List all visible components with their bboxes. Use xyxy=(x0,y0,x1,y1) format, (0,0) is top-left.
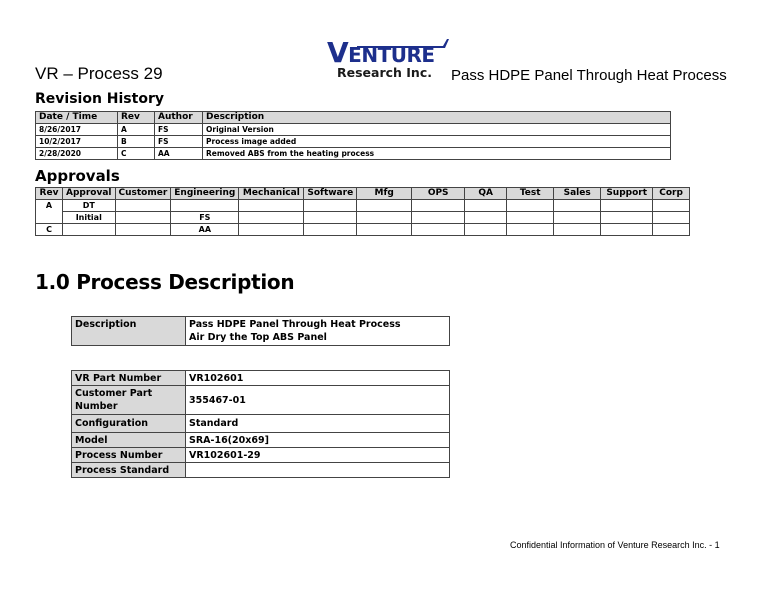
table-row xyxy=(72,415,450,433)
cell-sales xyxy=(554,212,601,224)
cell-approval: Initial xyxy=(63,212,116,224)
column-header: QA xyxy=(465,188,507,200)
column-header: Date / Time xyxy=(36,112,118,124)
field-value: VR102601 xyxy=(186,371,450,386)
cell-software xyxy=(304,212,357,224)
cell-software xyxy=(304,200,357,212)
cell-customer xyxy=(115,212,171,224)
column-header: Software xyxy=(304,188,357,200)
cell-qa xyxy=(465,224,507,236)
table-row xyxy=(72,463,450,478)
column-header: OPS xyxy=(412,188,465,200)
table-row xyxy=(72,371,450,386)
table-row xyxy=(36,148,671,160)
description-table xyxy=(71,316,450,346)
cell-date: 8/26/2017 xyxy=(36,124,118,136)
cell-approval xyxy=(63,224,116,236)
process-description-heading: 1.0 Process Description xyxy=(35,270,295,294)
column-header: Corp xyxy=(653,188,690,200)
cell-customer xyxy=(115,224,171,236)
cell-qa xyxy=(465,212,507,224)
column-header: Customer xyxy=(115,188,171,200)
cell-sales xyxy=(554,200,601,212)
cell-customer xyxy=(115,200,171,212)
cell-corp xyxy=(653,212,690,224)
part-info-table xyxy=(71,370,450,478)
table-row xyxy=(36,212,690,224)
table-row xyxy=(72,433,450,448)
table-header-row xyxy=(36,188,690,200)
description-line: Air Dry the Top ABS Panel xyxy=(189,332,327,343)
cell-mechanical xyxy=(239,224,304,236)
cell-mfg xyxy=(357,224,412,236)
field-value: 355467-01 xyxy=(186,386,450,415)
cell-rev: C xyxy=(36,224,63,236)
table-header-row xyxy=(36,112,671,124)
cell-ops xyxy=(412,200,465,212)
description-value xyxy=(186,317,450,346)
table-row xyxy=(36,200,690,212)
table-row xyxy=(72,386,450,415)
column-header: Mechanical xyxy=(239,188,304,200)
cell-mechanical xyxy=(239,200,304,212)
approvals-table xyxy=(35,187,690,236)
confidential-footer: Confidential Information of Venture Research Inc. - 1 xyxy=(510,540,720,550)
cell-rev: C xyxy=(118,148,155,160)
field-label: Process Number xyxy=(72,448,186,463)
cell-description: Original Version xyxy=(203,124,671,136)
approvals-heading: Approvals xyxy=(35,167,120,185)
cell-engineering: FS xyxy=(171,212,239,224)
cell-test xyxy=(507,224,554,236)
table-row xyxy=(36,124,671,136)
field-label: VR Part Number xyxy=(72,371,186,386)
description-label: Description xyxy=(72,317,186,346)
cell-test xyxy=(507,200,554,212)
field-value: SRA-16(20x69] xyxy=(186,433,450,448)
field-value: VR102601-29 xyxy=(186,448,450,463)
cell-rev: B xyxy=(118,136,155,148)
revision-history-heading: Revision History xyxy=(35,91,164,107)
cell-approval: DT xyxy=(63,200,116,212)
column-header: Approval xyxy=(63,188,116,200)
column-header: Sales xyxy=(554,188,601,200)
cell-author: FS xyxy=(155,124,203,136)
cell-author: FS xyxy=(155,136,203,148)
table-row xyxy=(36,136,671,148)
table-row xyxy=(72,317,450,346)
logo-subtitle: Research Inc. xyxy=(337,65,432,80)
cell-ops xyxy=(412,224,465,236)
cell-qa xyxy=(465,200,507,212)
cell-mechanical xyxy=(239,212,304,224)
column-header: Rev xyxy=(36,188,63,200)
cell-description: Removed ABS from the heating process xyxy=(203,148,671,160)
cell-rev: A xyxy=(118,124,155,136)
cell-date: 2/28/2020 xyxy=(36,148,118,160)
table-row xyxy=(36,224,690,236)
field-label: Model xyxy=(72,433,186,448)
logo-brand: VENTURE xyxy=(327,36,435,69)
description-line: Pass HDPE Panel Through Heat Process xyxy=(189,319,401,330)
field-label: Configuration xyxy=(72,415,186,433)
cell-date: 10/2/2017 xyxy=(36,136,118,148)
cell-mfg xyxy=(357,212,412,224)
document-title: VR – Process 29 xyxy=(35,64,163,83)
column-header: Test xyxy=(507,188,554,200)
field-value: Standard xyxy=(186,415,450,433)
cell-sales xyxy=(554,224,601,236)
column-header: Description xyxy=(203,112,671,124)
revision-history-table xyxy=(35,111,671,160)
cell-test xyxy=(507,212,554,224)
cell-author: AA xyxy=(155,148,203,160)
column-header: Engineering xyxy=(171,188,239,200)
field-label: Customer Part Number xyxy=(72,386,186,415)
table-row xyxy=(72,448,450,463)
cell-engineering xyxy=(171,200,239,212)
column-header: Support xyxy=(601,188,653,200)
cell-support xyxy=(601,212,653,224)
column-header: Author xyxy=(155,112,203,124)
cell-software xyxy=(304,224,357,236)
cell-corp xyxy=(653,200,690,212)
venture-research-logo xyxy=(327,38,452,82)
cell-ops xyxy=(412,212,465,224)
cell-support xyxy=(601,224,653,236)
cell-rev: A xyxy=(36,200,63,224)
column-header: Rev xyxy=(118,112,155,124)
cell-engineering: AA xyxy=(171,224,239,236)
cell-support xyxy=(601,200,653,212)
cell-mfg xyxy=(357,200,412,212)
cell-description: Process image added xyxy=(203,136,671,148)
field-value xyxy=(186,463,450,478)
column-header: Mfg xyxy=(357,188,412,200)
field-label: Process Standard xyxy=(72,463,186,478)
cell-corp xyxy=(653,224,690,236)
document-subtitle: Pass HDPE Panel Through Heat Process xyxy=(451,67,727,84)
